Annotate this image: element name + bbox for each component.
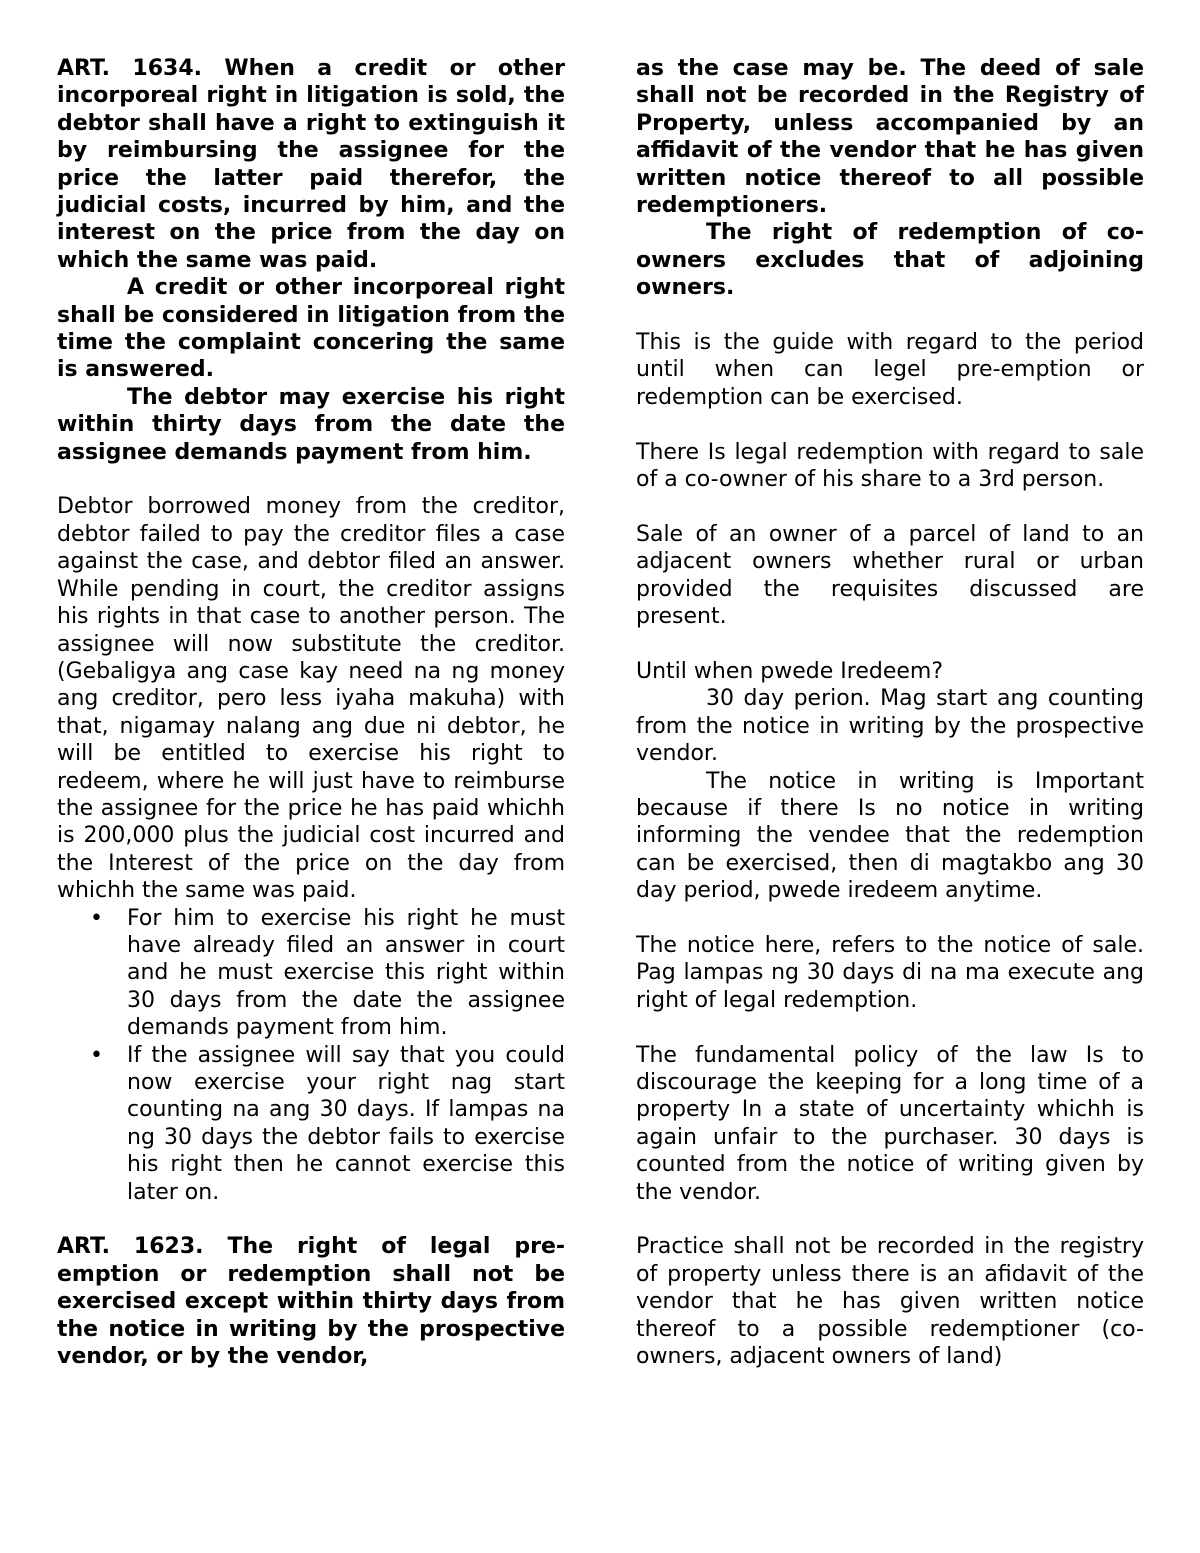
art-1634-paragraph-2: A credit or other incorporeal right shall be considered in litigation from the time the complaint concering the same is answered.: [57, 275, 565, 383]
coowner-paragraph: There Is legal redemption with regard to sale of a co-owner of his share to a 3rd person.: [636, 439, 1144, 493]
notice-important-paragraph: The notice in writing is Important because if there Is no notice in writing informing the vendee that the redemption can be exercised, then di magtakbo ang 30 day period, pwede iredeem anytime.: [636, 768, 1144, 904]
list-item-text: If the assignee will say that you could now exercise your right nag start counting na ang 30 days. If lampas na ng 30 days the debtor fails to exercise his right then he cannot exercise this later on.: [127, 1042, 565, 1205]
list-item-text: For him to exercise his right he must have already filed an answer in court and he must exercise this right within 30 days from the date the assignee demands payment from him.: [127, 905, 565, 1041]
list-item: [57, 1042, 565, 1206]
art-1623-paragraph-start: ART. 1623. The right of legal pre-emption or redemption shall not be exercised except within thirty days from the notice in writing by the prospective vendor, or by the vendor,: [57, 1234, 565, 1370]
art-1623-paragraph-continued: as the case may be. The deed of sale shall not be recorded in the Registry of Property, unless accompanied by an affidavit of the vendor that he has given written notice thereof to all possible redemptioners.: [636, 56, 1144, 219]
list-item: [57, 905, 565, 1042]
explanation-paragraph: Debtor borrowed money from the creditor, debtor failed to pay the creditor files a case against the case, and debtor filed an answer. While pending in court, the creditor assigns his rights in that case to another person. The assignee will now substitute the creditor. (Gebaligya ang case kay need na ng money ang creditor, pero less iyaha makuha) with that, nigamay nalang ang due ni debtor, he will be entitled to exercise his right to redeem, where he will just have to reimburse the assignee for the price he has paid whichh is 200,000 plus the judicial cost incurred and the Interest of the price on the day from whichh the same was paid.: [57, 494, 565, 904]
bullet-list: [57, 905, 565, 1206]
right-column: [636, 55, 1144, 1370]
until-when-heading: Until when pwede Iredeem?: [636, 658, 944, 684]
bullet-icon: •: [90, 905, 103, 931]
period-paragraph: 30 day perion. Mag start ang counting from the notice in writing by the prospective vendor.: [636, 686, 1144, 767]
art-1623-paragraph-2: The right of redemption of co-owners excludes that of adjoining owners.: [636, 220, 1144, 301]
practice-paragraph: Practice shall not be recorded in the registry of property unless there is an afidavit of the vendor that he has given written notice thereof to a possible redemptioner (co-owners, adjacent owners of land): [636, 1234, 1144, 1369]
guide-paragraph: This is the guide with regard to the period until when can legel pre-emption or redemption can be exercised.: [636, 330, 1144, 410]
art-1634-paragraph-1: ART. 1634. When a credit or other incorporeal right in litigation is sold, the debtor shall have a right to extinguish it by reimbursing the assignee for the price the latter paid therefor, the judicial costs, incurred by him, and the interest on the price from the day on which the same was paid.: [57, 56, 565, 273]
adjacent-owner-paragraph: Sale of an owner of a parcel of land to an adjacent owners whether rural or urban provided the requisites discussed are present.: [636, 521, 1144, 630]
policy-paragraph: The fundamental policy of the law Is to discourage the keeping for a long time of a property In a state of uncertainty whichh is again unfair to the purchaser. 30 days is counted from the notice of writing given by the vendor.: [636, 1042, 1144, 1205]
left-column: [57, 55, 565, 1370]
art-1634-paragraph-3: The debtor may exercise his right within thirty days from the date the assignee demands payment from him.: [57, 384, 565, 465]
bullet-icon: •: [90, 1042, 103, 1068]
notice-here-paragraph: The notice here, refers to the notice of sale. Pag lampas ng 30 days di na ma execute ang right of legal redemption.: [636, 932, 1144, 1013]
